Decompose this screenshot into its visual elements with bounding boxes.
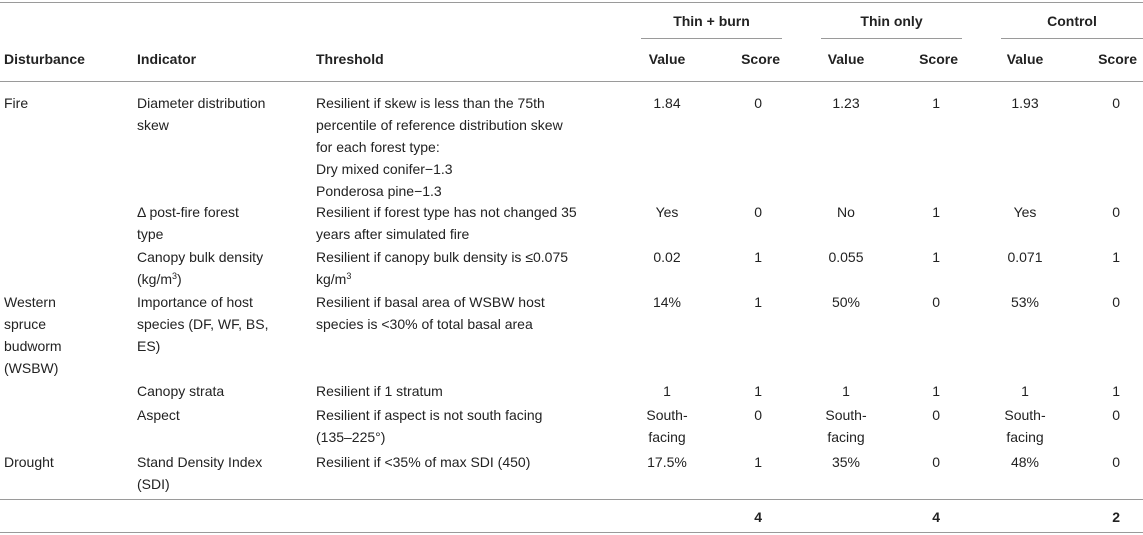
indicator-cell: Importance of host species (DF, WF, BS, ES) [137, 294, 269, 354]
c-value-cell: 0.071 [1007, 249, 1043, 265]
c-value-cell: South- facing [1004, 407, 1046, 445]
to-score-cell: 0 [932, 454, 940, 470]
to-value-cell: No [837, 204, 855, 220]
c-score-cell: 0 [1112, 95, 1120, 111]
to-value-cell: 50% [831, 294, 861, 310]
column-header-indicator: Indicator [137, 51, 197, 67]
tb-value-cell: South- facing [646, 407, 688, 445]
header-rule [0, 81, 1143, 82]
thin-burn-group-rule [641, 38, 782, 39]
control-group-rule [1001, 38, 1143, 39]
c-score-cell: 1 [1112, 249, 1120, 265]
threshold-cell: Resilient if basal area of WSBW host species is <30% of total basal area [316, 294, 545, 332]
c-score-cell: 0 [1112, 407, 1120, 423]
c-score-cell: 0 [1112, 294, 1120, 310]
tb-score-cell: 1 [754, 294, 762, 310]
tb-value-cell: 0.02 [653, 249, 681, 265]
to-score-cell: 0 [932, 407, 940, 423]
c-value-cell: 48% [1010, 454, 1040, 470]
tb-value-cell: Yes [655, 204, 679, 220]
column-header-to-score: Score [919, 51, 958, 67]
column-header-tb-value: Value [648, 51, 686, 67]
to-value-cell: 1.23 [832, 95, 860, 111]
tb-value-cell: 17.5% [647, 454, 687, 470]
total-thin-only: 4 [932, 509, 940, 525]
c-score-cell: 0 [1112, 204, 1120, 220]
column-header-tb-score: Score [741, 51, 780, 67]
threshold-cell: Resilient if <35% of max SDI (450) [316, 454, 531, 470]
tb-score-cell: 1 [754, 383, 762, 399]
group-header-thin-burn: Thin + burn [673, 13, 750, 29]
indicator-cell: Diameter distribution skew [137, 95, 266, 133]
disturbance-cell: Fire [4, 95, 29, 111]
tb-score-cell: 1 [754, 249, 762, 265]
tb-value-cell: 1 [663, 383, 671, 399]
c-value-cell: Yes [1013, 204, 1037, 220]
c-value-cell: 1.93 [1011, 95, 1039, 111]
tb-score-cell: 1 [754, 454, 762, 470]
indicator-cell: Canopy bulk density $(kg/m^3)$ [137, 249, 264, 287]
to-value-cell: South- facing [825, 407, 867, 445]
tb-score-cell: 0 [754, 407, 762, 423]
tb-score-cell: 0 [754, 204, 762, 220]
tb-score-cell: 0 [754, 95, 762, 111]
threshold-cell: Resilient if skew is less than the 75th percentile of reference distribution skew for each forest type: Dry mixed conifer−1.3 Ponderosa pine−1.3 [316, 95, 563, 199]
total-control: 2 [1112, 509, 1120, 525]
total-thin-burn: 4 [754, 509, 762, 525]
tb-value-cell: 1.84 [653, 95, 681, 111]
indicator-cell: Aspect [137, 407, 180, 423]
group-header-thin-only: Thin only [860, 13, 923, 29]
column-header-c-value: Value [1006, 51, 1044, 67]
tb-value-cell: 14% [652, 294, 682, 310]
top-rule [0, 2, 1143, 3]
body-bottom-rule [0, 499, 1143, 500]
c-value-cell: 1 [1021, 383, 1029, 399]
c-score-cell: 0 [1112, 454, 1120, 470]
threshold-cell: Resilient if forest type has not changed 35 years after simulated fire [316, 204, 577, 242]
c-value-cell: 53% [1010, 294, 1040, 310]
disturbance-cell: Western spruce budworm (WSBW) [4, 294, 62, 376]
column-header-to-value: Value [827, 51, 865, 67]
to-score-cell: 1 [932, 204, 940, 220]
c-score-cell: 1 [1112, 383, 1120, 399]
table-bottom-rule [0, 532, 1143, 533]
column-header-threshold: Threshold [316, 51, 384, 67]
column-header-disturbance: Disturbance [4, 51, 85, 67]
disturbance-cell: Drought [4, 454, 54, 470]
column-header-c-score: Score [1098, 51, 1137, 67]
to-score-cell: 1 [932, 249, 940, 265]
indicator-cell: Canopy strata [137, 383, 225, 399]
thin-only-group-rule [821, 38, 962, 39]
indicator-cell: Stand Density Index (SDI) [137, 454, 263, 492]
to-value-cell: 0.055 [828, 249, 864, 265]
to-score-cell: 0 [932, 294, 940, 310]
threshold-cell: Resilient if 1 stratum [316, 383, 443, 399]
to-value-cell: 1 [842, 383, 850, 399]
to-score-cell: 1 [932, 383, 940, 399]
group-header-control: Control [1047, 13, 1097, 29]
to-value-cell: 35% [831, 454, 861, 470]
threshold-cell: Resilient if canopy bulk density is ≤0.075 $kg/m^3$ [316, 249, 569, 287]
threshold-cell: Resilient if aspect is not south facing (135–225°) [316, 407, 543, 445]
to-score-cell: 1 [932, 95, 940, 111]
indicator-cell: Δ post-fire forest type [137, 204, 239, 242]
